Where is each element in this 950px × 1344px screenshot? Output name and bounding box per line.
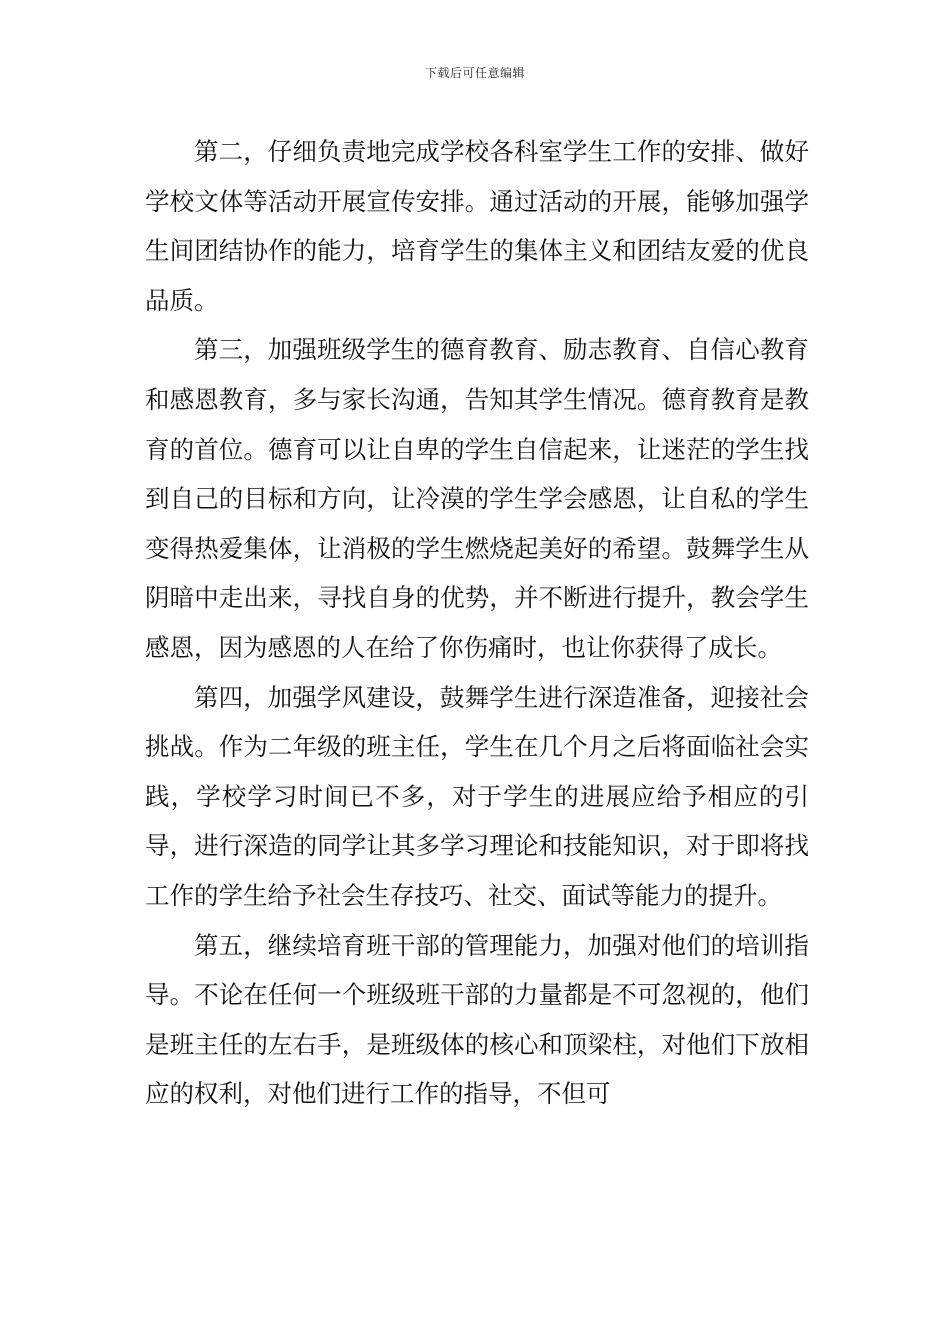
paragraph-3: 第三，加强班级学生的德育教育、励志教育、自信心教育和感恩教育，多与家长沟通，告知其学生情况。德育教育是教育的首位。德育可以让自卑的学生自信起来，让迷茫的学生找到自己的目标和方向，让冷漠的学生学会感恩，让自私的学生变得热爱集体，让消极的学生燃烧起美好的希望。鼓舞学生从阴暗中走出来，寻找自身的优势，并不断进行提升，教会学生感恩，因为感恩的人在给了你伤痛时，也让你获得了成长。 xyxy=(145,335,809,662)
page-header: 下载后可任意编辑 xyxy=(424,66,525,80)
paragraph-5: 第五，继续培育班干部的管理能力，加强对他们的培训指导。不论在任何一个班级班干部的力量都是不可忽视的，他们是班主任的左右手，是班级体的核心和顶梁柱，对他们下放相应的权利，对他们进行工作的指导，不但可 xyxy=(145,930,809,1109)
paragraph-4: 第四，加强学风建设，鼓舞学生进行深造准备，迎接社会挑战。作为二年级的班主任，学生在几个月之后将面临社会实践，学校学习时间已不多，对于学生的进展应给予相应的引导，进行深造的同学让其多学习理论和技能知识，对于即将找工作的学生给予社会生存技巧、社交、面试等能力的提升。 xyxy=(145,682,809,910)
document-body xyxy=(145,127,809,1119)
paragraph-2: 第二，仔细负责地完成学校各科室学生工作的安排、做好学校文体等活动开展宣传安排。通过活动的开展，能够加强学生间团结协作的能力，培育学生的集体主义和团结友爱的优良品质。 xyxy=(145,137,809,315)
